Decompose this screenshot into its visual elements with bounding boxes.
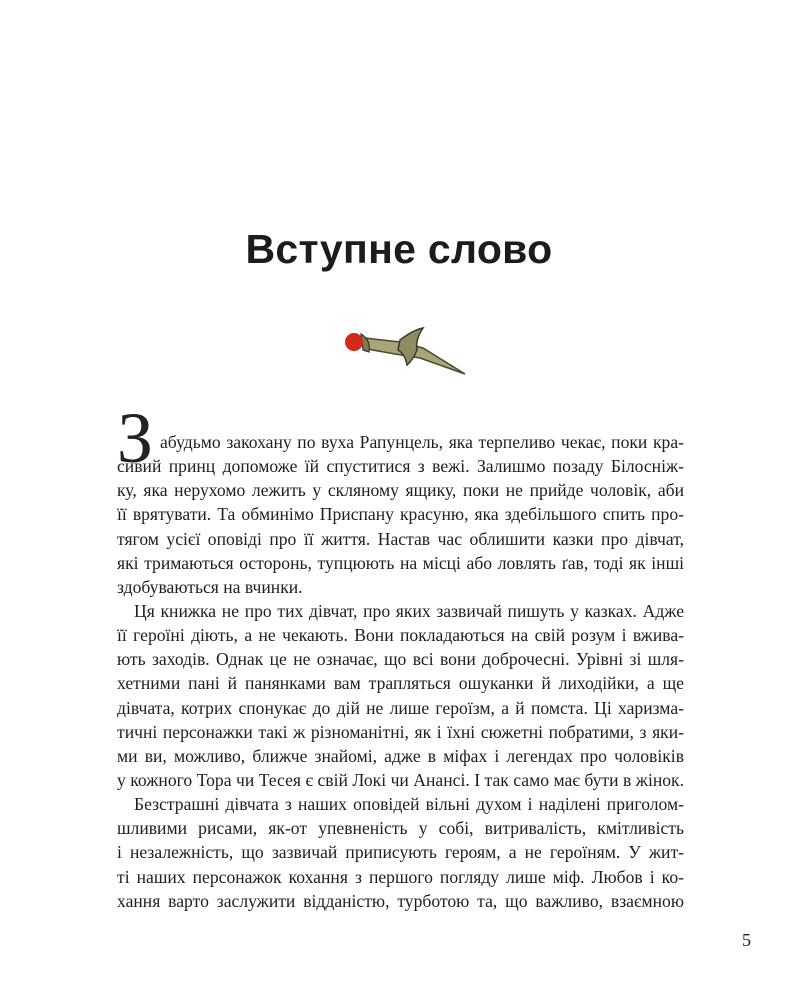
text-line: ють заходів. Однак це не означає, що всі вони доброчесні. Урівні зі шля- — [117, 649, 684, 670]
text-line: хання варто заслужити відданістю, турботою та, що важливо, взаємною — [117, 890, 684, 911]
drop-cap: З — [117, 398, 154, 478]
paragraph-3 — [117, 792, 684, 913]
text-line: ку, яка нерухомо лежить у скляному ящику, поки не прийде чоловік, аби — [117, 480, 684, 501]
paragraph-2 — [117, 599, 684, 792]
page-number: 5 — [742, 930, 751, 950]
text-line: хетними пані й панянками вам трапляться ошуканки й лиходійки, а ще — [117, 673, 684, 694]
dagger-illustration — [325, 318, 475, 378]
page-title: Вступне слово — [245, 226, 553, 272]
text-line: тичні персонажки такі ж різноманітні, як і їхні сюжетні побратими, з яки- — [117, 721, 684, 742]
text-line: її героїні діють, а не чекають. Вони покладаються на свій розум і вжива- — [117, 625, 684, 646]
text-line: ті наших персонажок кохання з першого погляду лише міф. Любов і ко- — [117, 866, 684, 887]
text-line: абудьмо закохану по вуха Рапунцель, яка терпеливо чекає, поки кра- — [160, 432, 684, 452]
text-line: сивий принц допоможе їй спуститися з вежі. Залишмо позаду Білосніж- — [117, 456, 684, 477]
text-line: тягом усієї оповіді про її життя. Настав час облишити казки про дівчат, — [117, 528, 684, 549]
text-line: Ця книжка не про тих дівчат, про яких зазвичай пишуть у казках. Адже — [134, 600, 684, 621]
text-line: у кожного Тора чи Тесея є свій Локі чи Анансі. І так само має бути в жінок. — [117, 769, 684, 790]
text-line: її врятувати. Та обминімо Приспану красуню, яка здебільшого спить про- — [117, 504, 684, 525]
text-line: які тримаються осторонь, тупцюють на місці або ловлять ґав, тоді як інші — [117, 552, 684, 573]
paragraph-1 — [117, 430, 684, 599]
text-line: здобуваються на вчинки. — [117, 576, 303, 597]
text-line: шливими рисами, як-от упевненість у собі, витривалість, кмітливість — [117, 818, 684, 839]
body-text — [117, 430, 684, 913]
text-line: ми ви, можливо, ближче знайомі, адже в міфах і легендах про чоловіків — [117, 745, 684, 766]
text-line: Безстрашні дівчата з наших оповідей вільні духом і наділені приголом- — [134, 794, 684, 815]
text-line: і незалежність, що зазвичай приписують героям, а не героїням. У жит- — [117, 842, 684, 863]
text-line: дівчата, котрих спонукає до дій не лише героїзм, а й помста. Ці харизма- — [117, 697, 684, 718]
